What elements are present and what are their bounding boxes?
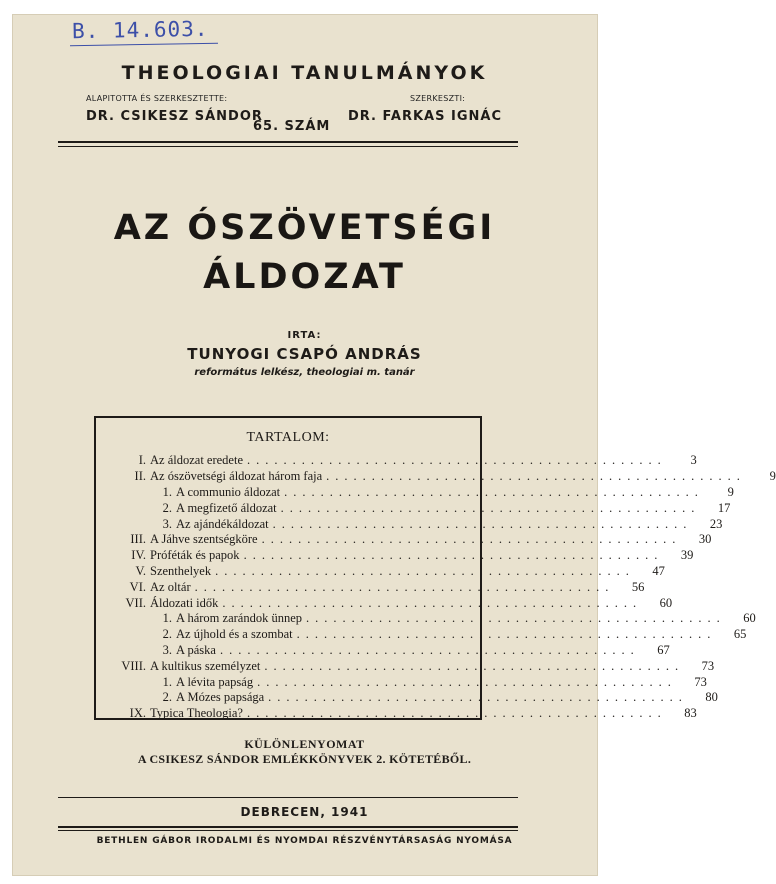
toc-row-leader: ..............................................	[272, 516, 693, 531]
toc-row	[106, 563, 665, 580]
toc-row	[106, 469, 776, 485]
toc-row-text: A Mózes papsága	[176, 690, 265, 705]
toc-row-page: 73	[701, 658, 715, 673]
toc-row-leader: ..............................................	[243, 548, 664, 563]
toc-row	[106, 500, 731, 516]
toc-row-text: A három zarándok ünnep	[176, 611, 303, 626]
founder-label: ALAPITOTTA ÉS SZERKESZTETTE:	[86, 94, 228, 103]
offprint-label: KÜLÖNLENYOMAT	[244, 737, 365, 751]
founder-name: DR. CSIKESZ SÁNDOR	[86, 109, 263, 124]
toc-row	[106, 690, 718, 706]
toc-row-page: 9	[727, 484, 734, 499]
toc-row-leader: ..............................................	[246, 706, 667, 721]
title-line-1: AZ ÓSZÖVETSÉGI	[113, 208, 496, 248]
toc-row-page: 30	[698, 532, 712, 547]
author-role: református lelkész, theologiai m. tanár	[194, 367, 415, 378]
city-year: DEBRECEN, 1941	[240, 805, 369, 819]
toc-row-page: 56	[631, 579, 645, 594]
toc-row-leader: ..............................................	[261, 532, 682, 547]
toc-row-text: A Jáhve szentségköre	[150, 532, 258, 547]
toc-row-page: 73	[694, 674, 707, 689]
header-rule-thin	[58, 146, 518, 147]
toc-row-leader: ..............................................	[222, 595, 643, 610]
toc-row	[106, 516, 723, 532]
toc-row	[106, 642, 670, 659]
toc-row-page: 65	[733, 627, 747, 642]
toc-row-text: Az újhold és a szombat	[176, 627, 293, 642]
editor-name: DR. FARKAS IGNÁC	[348, 109, 502, 124]
toc-row-leader: ..............................................	[264, 658, 685, 673]
toc-row-leader: ..............................................	[268, 690, 688, 705]
toc-row-text: A communio áldozat	[176, 484, 281, 499]
toc-row-text: Az oltár	[150, 579, 191, 594]
toc-row	[106, 484, 734, 501]
toc-row	[106, 658, 715, 674]
toc-row-leader: ..............................................	[284, 484, 704, 499]
toc-row-number: VI.	[129, 579, 146, 594]
toc-row-number: VIII.	[121, 658, 146, 673]
toc-row	[106, 532, 712, 548]
footer-rule	[58, 826, 518, 828]
toc-row-number: I.	[138, 453, 146, 468]
toc-row-text: Az ajándékáldozat	[176, 516, 269, 531]
toc-row-leader: ..............................................	[306, 611, 726, 626]
offprint-source: A CSIKESZ SÁNDOR EMLÉKKÖNYVEK 2. KÖTETÉBŐL.	[137, 752, 472, 766]
toc-row-text: A megfizető áldozat	[176, 500, 277, 515]
toc-heading: TARTALOM:	[246, 430, 330, 445]
toc-row	[106, 579, 645, 595]
toc-row-number: 2.	[162, 627, 172, 642]
toc-row-text: Az ószövetségi áldozat három faja	[150, 469, 323, 484]
toc-row-leader: ..............................................	[257, 674, 677, 689]
toc-row-page: 60	[743, 611, 756, 626]
toc-row-page: 47	[652, 563, 665, 578]
toc-row-leader: ..............................................	[215, 563, 635, 578]
toc-row-leader: ..............................................	[326, 469, 746, 484]
toc-row	[106, 674, 707, 690]
toc-row-page: 3	[690, 453, 697, 468]
toc-row-page: 17	[717, 500, 731, 515]
toc-row-text: Áldozati idők	[150, 595, 219, 610]
toc-row-number: IV.	[131, 548, 146, 563]
footer-rule-thin	[58, 830, 518, 831]
toc-row-page: 39	[680, 548, 694, 563]
toc-row	[106, 611, 756, 627]
toc-row-page: 60	[659, 595, 673, 610]
toc-row-text: A kultikus személyzet	[150, 658, 261, 673]
library-stamp: B. 14.603.	[71, 16, 209, 44]
toc-row-number: VII.	[125, 595, 146, 610]
table-of-contents	[94, 416, 776, 721]
printer-line: BETHLEN GÁBOR IRODALMI ÉS NYOMDAI RÉSZVÉNYTÁRSASÁG NYOMÁSA	[96, 836, 513, 846]
toc-row-page: 83	[684, 706, 697, 721]
toc-row	[106, 627, 747, 643]
toc-row-leader: ..............................................	[247, 453, 667, 468]
toc-row-page: 23	[709, 516, 723, 531]
toc-row	[106, 706, 697, 722]
author-label: IRTA:	[287, 330, 322, 341]
author-name: TUNYOGI CSAPÓ ANDRÁS	[187, 345, 422, 363]
toc-row-number: 1.	[162, 484, 172, 499]
toc-row-page: 67	[657, 642, 670, 657]
toc-row	[106, 595, 673, 611]
title-line-2: ÁLDOZAT	[203, 257, 406, 297]
toc-row	[106, 548, 694, 564]
toc-row-number: II.	[134, 469, 146, 484]
toc-row	[106, 453, 697, 469]
toc-row-page: 9	[769, 469, 776, 484]
toc-row-number: 3.	[162, 642, 172, 657]
toc-row-number: V.	[135, 563, 146, 578]
toc-row-text: Próféták és papok	[150, 548, 240, 563]
toc-row-text: A lévita papság	[176, 674, 254, 689]
issue-number: 65. SZÁM	[253, 119, 331, 134]
toc-row-leader: ..............................................	[194, 579, 615, 594]
toc-row-number: III.	[130, 532, 146, 547]
toc-row-text: Az áldozat eredete	[150, 453, 243, 468]
toc-row-number: 3.	[162, 516, 172, 531]
series-title: THEOLOGIAI TANULMÁNYOK	[121, 62, 488, 84]
editor-label: SZERKESZTI:	[410, 94, 466, 103]
toc-row-number: IX.	[129, 706, 146, 721]
toc-row-page: 80	[705, 690, 718, 705]
header-rule	[58, 141, 518, 143]
toc-list	[106, 453, 776, 722]
toc-row-number: 2.	[162, 690, 172, 705]
toc-row-text: A páska	[176, 642, 216, 657]
footer-rule-top	[58, 797, 518, 798]
toc-row-text: Typica Theologia?	[150, 706, 243, 721]
toc-row-leader: ..............................................	[296, 627, 717, 642]
toc-row-leader: ..............................................	[219, 642, 640, 657]
toc-row-number: 1.	[162, 674, 172, 689]
toc-row-number: 1.	[162, 611, 172, 626]
toc-row-text: Szenthelyek	[150, 563, 212, 578]
toc-row-number: 2.	[162, 500, 172, 515]
toc-row-leader: ..............................................	[280, 500, 701, 515]
